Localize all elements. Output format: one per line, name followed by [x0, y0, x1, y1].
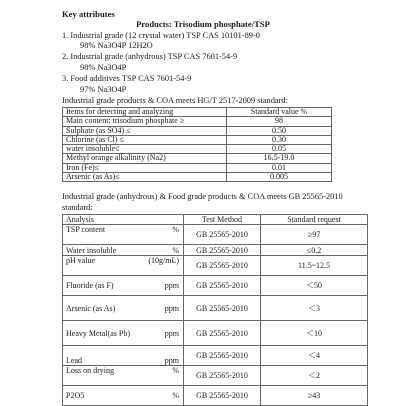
table-row	[63, 225, 368, 245]
method-cell: GB 25565-2010	[184, 296, 261, 321]
item-cell: Arsenic (as As)≤	[63, 173, 227, 182]
method-cell: GB 25565-2010	[184, 321, 261, 346]
analysis-name: Arsenic (as As)	[66, 303, 116, 313]
table-row	[63, 366, 368, 386]
analysis-name: pH value	[66, 256, 96, 265]
table-row	[63, 245, 368, 256]
request-cell: ＜50	[261, 276, 368, 296]
column-header: Items for detecting and analyzing	[63, 108, 227, 117]
grade-3-line: 3. Food additives TSP CAS 7601-54-9	[62, 74, 192, 83]
food-grade-spec-table	[62, 214, 368, 406]
value-cell: 0.01	[227, 163, 332, 172]
request-cell: 11.5~12.5	[261, 256, 368, 276]
table-row	[63, 256, 368, 276]
request-cell: ≥97	[261, 225, 368, 245]
item-cell: Methyl orange alkalinity (Na2)	[63, 154, 227, 163]
method-cell: GB 25565-2010	[184, 225, 261, 245]
key-attributes-heading: Key attributes	[62, 9, 115, 19]
analysis-cell	[63, 346, 184, 366]
column-header: Analysis	[63, 215, 184, 225]
item-cell: Main content: trisodium phosphate ≥	[63, 117, 227, 126]
value-cell: 0.05	[227, 145, 332, 154]
analysis-unit: ppm	[164, 281, 179, 290]
method-cell: GB 25565-2010	[184, 366, 261, 386]
request-cell: ＜2	[261, 366, 368, 386]
method-cell: GB 25565-2010	[184, 245, 261, 256]
table-row	[63, 126, 332, 135]
standard-2-note: Industrial grade (anhydrous) & Food grade products & COA meets GB 25565-2010	[62, 192, 343, 201]
table-row	[63, 296, 368, 321]
analysis-unit: (10g/mL)	[148, 256, 179, 265]
item-cell: water insoluble≤	[63, 145, 227, 154]
request-cell: ＜10	[261, 321, 368, 346]
table-header-row	[63, 215, 368, 225]
analysis-name: Loss on drying	[66, 366, 114, 375]
item-cell: Chlorine (as Cl) ≤	[63, 135, 227, 144]
request-cell: ≥43	[261, 386, 368, 406]
industrial-spec-table	[62, 107, 332, 182]
method-cell: GB 25565-2010	[184, 256, 261, 276]
value-cell: 0.005	[227, 173, 332, 182]
item-cell: Sulphate (as SO4) ≤	[63, 126, 227, 135]
analysis-cell	[63, 256, 184, 276]
table-row	[63, 117, 332, 126]
grade-1-formula: 98% Na3O4P 12H2O	[80, 41, 153, 50]
request-cell: ＜3	[261, 296, 368, 321]
analysis-cell	[63, 296, 184, 321]
grade-1-line: 1. Industrial grade (12 crystal water) TSP CAS 10101-89-0	[62, 31, 260, 40]
analysis-cell	[63, 366, 184, 386]
column-header: Test Method	[184, 215, 261, 225]
method-cell: GB 25565-2010	[184, 276, 261, 296]
analysis-cell	[63, 321, 184, 346]
table-row	[63, 154, 332, 163]
analysis-cell	[63, 225, 184, 245]
table-row	[63, 386, 368, 406]
grade-2-formula: 98% Na3O4P	[80, 63, 127, 72]
analysis-cell	[63, 276, 184, 296]
analysis-name: P2O5	[66, 391, 85, 400]
analysis-unit: ppm	[164, 356, 179, 365]
value-cell: 16.5-19.0	[227, 154, 332, 163]
table-row	[63, 321, 368, 346]
method-cell: GB 25565-2010	[184, 386, 261, 406]
table-row	[63, 173, 332, 182]
table-row	[63, 276, 368, 296]
table-row	[63, 346, 368, 366]
analysis-cell	[63, 245, 184, 256]
column-header: Standard value %	[227, 108, 332, 117]
value-cell: 0.50	[227, 126, 332, 135]
analysis-unit: %	[172, 245, 179, 255]
analysis-unit: ppm	[164, 303, 179, 313]
analysis-name: Fluoride (as F)	[66, 281, 114, 290]
standard-1-note: Industrial grade products & COA meets HG/T 2517-2009 standard:	[62, 96, 288, 105]
method-cell: GB 25565-2010	[184, 346, 261, 366]
analysis-name: Lead	[66, 356, 82, 365]
analysis-name: TSP content	[66, 225, 106, 234]
analysis-name: Heavy Metal(as Pb)	[66, 328, 130, 338]
value-cell: 98	[227, 117, 332, 126]
product-title: Products: Trisodium phosphate/TSP	[136, 19, 270, 29]
analysis-unit: %	[172, 391, 179, 400]
analysis-unit: ppm	[164, 328, 179, 338]
request-cell: ＜4	[261, 346, 368, 366]
request-cell: ≤0.2	[261, 245, 368, 256]
value-cell: 0.30	[227, 135, 332, 144]
analysis-cell	[63, 386, 184, 406]
grade-3-formula: 97% Na3O4P	[80, 85, 127, 94]
analysis-name: Water insoluble	[66, 245, 117, 255]
grade-2-line: 2. Industrial grade (anhydrous) TSP CAS 7601-54-9	[62, 52, 238, 61]
column-header: Standard request	[261, 215, 368, 225]
analysis-unit: %	[172, 366, 179, 375]
item-cell: Iron (Fe)≤	[63, 163, 227, 172]
standard-2-note-cont: standard:	[62, 203, 93, 212]
analysis-unit: %	[172, 225, 179, 234]
